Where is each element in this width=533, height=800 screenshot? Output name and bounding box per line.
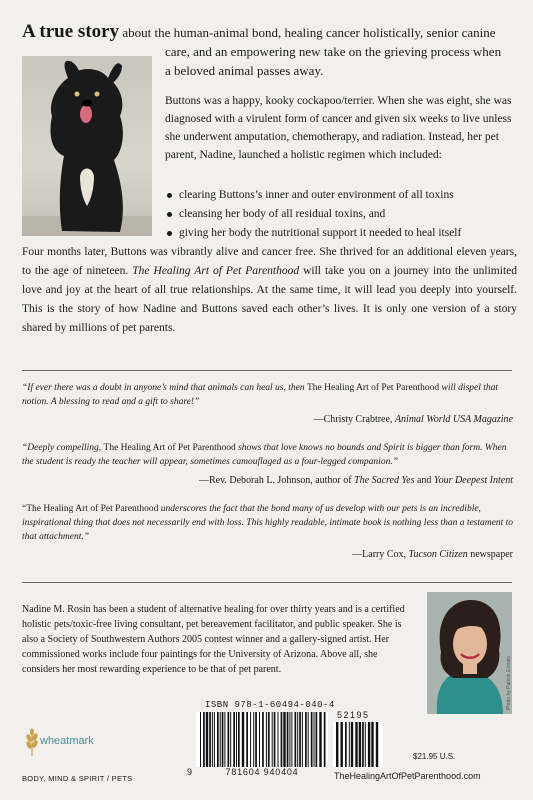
barcode-bar bbox=[287, 712, 289, 767]
barcode-bar bbox=[250, 712, 251, 767]
review-book-title: The Healing Art of Pet Parenthood bbox=[103, 443, 236, 453]
barcode-bar bbox=[368, 722, 370, 767]
review-text: “Deeply compelling, bbox=[22, 443, 104, 453]
reviewer-name: —Christy Crabtree, bbox=[313, 414, 395, 425]
barcode-addon bbox=[333, 722, 383, 767]
barcode-bar bbox=[200, 712, 201, 767]
barcode-bar bbox=[255, 712, 257, 767]
story-p2-part-a: Four months later, Buttons was vibrantly alive and cancer free. She thrived for an additional eleven years, to the age of nineteen. bbox=[22, 246, 517, 277]
barcode-bar bbox=[349, 722, 350, 767]
book-category: BODY, MIND & SPIRIT / PETS bbox=[22, 774, 133, 783]
barcode-bar bbox=[209, 712, 211, 767]
barcode-bar bbox=[228, 712, 230, 767]
review-book-title: The Healing Art of Pet Parenthood bbox=[306, 383, 440, 393]
dog-photo bbox=[22, 56, 152, 236]
review-quote-3 bbox=[22, 502, 517, 544]
review-text: “ bbox=[22, 504, 27, 514]
barcode-bar bbox=[272, 712, 273, 767]
photo-credit: Photo by Patrick Grimes bbox=[506, 656, 512, 710]
isbn-label: ISBN 978-1-60494-040-4 bbox=[205, 700, 335, 710]
review-source: The Sacred Yes bbox=[354, 475, 415, 486]
barcode-lead-digit: 9 bbox=[187, 767, 193, 777]
barcode-bar bbox=[278, 712, 279, 767]
barcode-bar bbox=[371, 722, 373, 767]
divider-top bbox=[22, 370, 512, 371]
barcode-bar bbox=[291, 712, 292, 767]
barcode-bar bbox=[345, 722, 347, 767]
barcode-bar bbox=[295, 712, 297, 767]
list-item: cleansing her body of all residual toxins, and bbox=[165, 205, 525, 224]
barcode-bar bbox=[324, 712, 326, 767]
barcode-bar bbox=[336, 722, 338, 767]
review-attribution-3 bbox=[352, 548, 513, 562]
headline-line1: about the human-animal bond, healing cancer holistically, senior canine bbox=[119, 25, 496, 40]
reviewer-name: —Rev. Deborah L. Johnson, author of bbox=[198, 475, 355, 486]
story-paragraph-1: Buttons was a happy, kooky cockapoo/terrier. When she was eight, she was diagnosed with a virulent form of cancer and given six weeks to live unless she underwent amputation, chemotherapy, and radiation. Instead, her pet parent, Nadine, launched a holistic regimen which included: bbox=[165, 95, 512, 161]
list-item: clearing Buttons’s inner and outer environment of all toxins bbox=[165, 186, 525, 205]
barcode-addon-digits: 52195 bbox=[337, 710, 370, 720]
barcode-bar bbox=[274, 712, 276, 767]
reviewer-name: —Larry Cox, bbox=[352, 549, 409, 560]
barcode-bar bbox=[236, 712, 237, 767]
review-source: Animal World USA Magazine bbox=[394, 414, 513, 425]
barcode-bar bbox=[224, 712, 225, 767]
barcode-bar bbox=[297, 712, 298, 767]
barcode-bar bbox=[230, 712, 231, 767]
barcode-bar bbox=[212, 712, 213, 767]
barcode bbox=[196, 712, 328, 767]
review-extra: and bbox=[414, 475, 434, 486]
barcode-bar bbox=[259, 712, 260, 767]
barcode-bar bbox=[206, 712, 208, 767]
list-item: giving her body the nutritional support it needed to heal itself bbox=[165, 224, 525, 243]
barcode-bar bbox=[355, 722, 357, 767]
barcode-bar bbox=[203, 712, 205, 767]
barcode-bars bbox=[196, 712, 328, 767]
publisher-name: wheatmark bbox=[40, 735, 94, 747]
headline-lead: A true story bbox=[22, 21, 120, 42]
barcode-bar bbox=[305, 712, 307, 767]
review-attribution-2 bbox=[199, 474, 513, 488]
barcode-bar bbox=[281, 712, 283, 767]
review-text: “If ever there was a doubt in anyone’s mind that animals can heal us, then bbox=[22, 383, 307, 393]
barcode-bar bbox=[365, 722, 366, 767]
barcode-bar bbox=[319, 712, 321, 767]
author-photo bbox=[427, 592, 512, 714]
review-attribution-1 bbox=[314, 413, 513, 427]
barcode-bar bbox=[253, 712, 254, 767]
barcode-digits bbox=[187, 767, 328, 777]
barcode-bar bbox=[283, 712, 285, 767]
review-extra: newspaper bbox=[467, 549, 513, 560]
barcode-bar bbox=[362, 722, 364, 767]
review-text: underscores the fact that the bond many of us develop with our pets is an incredible, inspirational thing that does not necessarily end with loss. This highly readable, intimate book is nothing less than a testament to that attachment.” bbox=[22, 504, 513, 542]
regimen-list bbox=[165, 186, 525, 243]
barcode-bar bbox=[316, 712, 318, 767]
story-paragraph-2 bbox=[22, 243, 517, 338]
barcode-bar bbox=[289, 712, 290, 767]
barcode-bar bbox=[299, 712, 301, 767]
barcode-bar bbox=[311, 712, 313, 767]
review-book-title: The Healing Art of Pet Parenthood bbox=[26, 504, 159, 514]
barcode-bar bbox=[341, 722, 343, 767]
barcode-number: 781604 940404 bbox=[225, 767, 299, 777]
price: $21.95 U.S. bbox=[413, 752, 456, 761]
website-url: TheHealingArtOfPetParenthood.com bbox=[334, 771, 481, 781]
barcode-bar bbox=[233, 712, 235, 767]
book-title: The Healing Art of Pet Parenthood bbox=[132, 265, 300, 277]
barcode-bar bbox=[376, 722, 378, 767]
barcode-bar bbox=[359, 722, 361, 767]
barcode-bar bbox=[246, 712, 248, 767]
barcode-bar bbox=[220, 712, 221, 767]
divider-bottom bbox=[22, 582, 512, 583]
barcode-bar bbox=[268, 712, 270, 767]
barcode-bar bbox=[308, 712, 309, 767]
story-p2-part-b: will take you on a journey into the unlimited love and joy at the heart of all true relationships. At the same time, it will lead you deeply into yourself. This is the story of how Nadine and Buttons saved each other’s lives. It is only one version of a story shared by millions of pet parents. bbox=[22, 265, 518, 334]
barcode-bar bbox=[214, 712, 215, 767]
barcode-bar bbox=[238, 712, 240, 767]
review-text: will dispel that notion. A blessing to read and a gift to share!” bbox=[22, 383, 499, 407]
barcode-bar bbox=[222, 712, 224, 767]
review-extra-title: Your Deepest Intent bbox=[433, 475, 513, 486]
review-text: shows that love knows no bounds and Spirit is bigger than form. When the student is ready the teacher will appear, sometimes camouflaged as a four-legged companion.” bbox=[22, 443, 507, 467]
barcode-bar bbox=[351, 722, 353, 767]
headline-line3: a beloved animal passes away. bbox=[165, 63, 324, 78]
barcode-bar bbox=[266, 712, 267, 767]
barcode-bar bbox=[262, 712, 264, 767]
author-bio: Nadine M. Rosin has been a student of alternative healing for over thirty years and is a certified holistic pets/toxic-free living consultant, pet bereavement facilitator, and public speaker. She is also a Society of Southwestern Authors 2005 contest winner and a gallery-signed artist. Her commissioned works include four paintings for the University of Arizona. Above all, she considers her most rewarding experience to be that of pet parent. bbox=[22, 604, 405, 675]
black-dog-illustration bbox=[22, 56, 152, 236]
barcode-bar bbox=[242, 712, 244, 767]
headline-line2: care, and an empowering new take on the grieving process when bbox=[165, 44, 502, 59]
review-source: Tucson Citizen bbox=[408, 549, 468, 560]
author-portrait-illustration bbox=[427, 592, 512, 714]
barcode-bar bbox=[314, 712, 315, 767]
barcode-addon-bars bbox=[333, 722, 383, 767]
barcode-bar bbox=[217, 712, 219, 767]
barcode-bar bbox=[302, 712, 303, 767]
review-quote-2 bbox=[22, 441, 517, 469]
review-quote-1 bbox=[22, 381, 517, 409]
wheat-icon bbox=[22, 728, 42, 756]
